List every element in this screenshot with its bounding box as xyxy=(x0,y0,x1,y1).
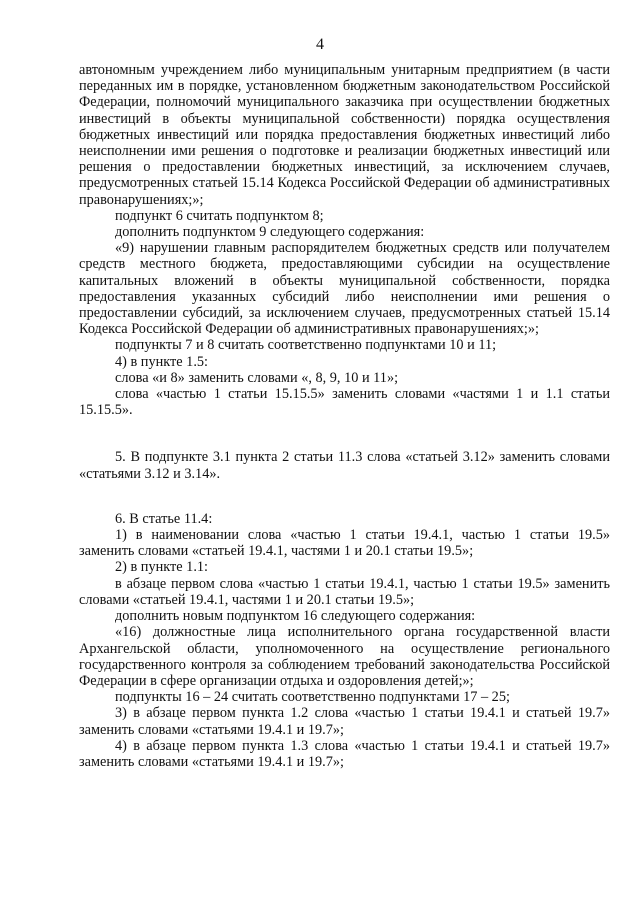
paragraph: 5. В подпункте 3.1 пункта 2 статьи 11.3 слова «статьей 3.12» заменить словами «статьями 3.12 и 3.14». xyxy=(79,449,610,482)
paragraph: 2) в пункте 1.1: xyxy=(115,559,209,576)
paragraph: 4) в пункте 1.5: xyxy=(115,353,209,370)
paragraph: 6. В статье 11.4: xyxy=(115,510,213,527)
paragraph: 1) в наименовании слова «частью 1 статьи 19.4.1, частью 1 статьи 19.5» заменить словами «статьей 19.4.1, частями 1 и 20.1 статьи 19.5»; xyxy=(79,527,610,560)
paragraph: дополнить новым подпунктом 16 следующего содержания: xyxy=(115,608,476,625)
paragraph: автономным учреждением либо муниципальным унитарным предприятием (в части переданных им в порядке, установленном бюджетным законодательством Российской Федерации, полномочий муниципального заказчика при осуществлении бюджетных инвестиций в объекты муниципальной собственности) порядка осуществления бюджетных инвестиций или порядка предоставления бюджетных инвестиций либо неисполнении ими решения о подготовке и реализации бюджетных инвестиций или решения о предоставлении бюджетных инвестиций, за исключением случаев, предусмотренных статьей 15.14 Кодекса Российской Федерации об административных правонарушениях;»; xyxy=(79,62,610,208)
paragraph: дополнить подпунктом 9 следующего содержания: xyxy=(115,224,425,241)
paragraph: подпункты 7 и 8 считать соответственно подпунктами 10 и 11; xyxy=(115,337,497,354)
paragraph: «9) нарушении главным распорядителем бюджетных средств или получателем средств местного бюджета, предоставляющими субсидии на осуществление капитальных вложений в объекты муниципальной собственности, порядка предоставления указанных субсидий либо неисполнении ими решения о предоставлении субсидий, за исключением случаев, предусмотренных статьей 15.14 Кодекса Российской Федерации об административных правонарушениях;»; xyxy=(79,240,610,338)
paragraph: 3) в абзаце первом пункта 1.2 слова «частью 1 статьи 19.4.1 и статьей 19.7» заменить словами «статьями 19.4.1 и 19.7»; xyxy=(79,705,610,738)
paragraph: слова «и 8» заменить словами «, 8, 9, 10 и 11»; xyxy=(115,369,399,386)
paragraph: в абзаце первом слова «частью 1 статьи 19.4.1, частью 1 статьи 19.5» заменить словами «статьей 19.4.1, частями 1 и 20.1 статьи 19.5»; xyxy=(79,575,610,608)
paragraph: подпункты 16 – 24 считать соответственно подпунктами 17 – 25; xyxy=(115,689,510,706)
paragraph: слова «частью 1 статьи 15.15.5» заменить словами «частями 1 и 1.1 статьи 15.15.5». xyxy=(79,386,610,419)
section-spacer xyxy=(79,482,610,511)
paragraph: подпункт 6 считать подпунктом 8; xyxy=(115,207,324,224)
document-body xyxy=(79,62,610,770)
paragraph: «16) должностные лица исполнительного органа государственной власти Архангельской области, уполномоченного на осуществление регионального государственного контроля за соблюдением требований законодательства Российской Федерации в сфере организации отдыха и оздоровления детей;»; xyxy=(79,624,610,689)
page-number: 4 xyxy=(316,36,324,53)
section-spacer xyxy=(79,418,610,449)
paragraph: 4) в абзаце первом пункта 1.3 слова «частью 1 статьи 19.4.1 и статьей 19.7» заменить словами «статьями 19.4.1 и 19.7»; xyxy=(79,737,610,770)
